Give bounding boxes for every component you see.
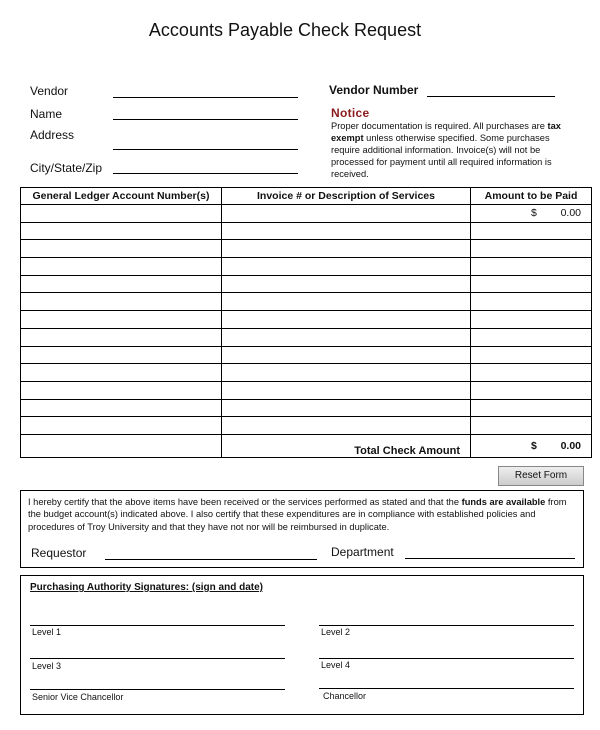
- certification-text: I hereby certify that the above items have been received or the services performed as stated and that the funds are available from the budget account(s) indicated above. I also certify that these expenditures are in compliance with established policies and procedures of Troy University and that they have not nor will be reimbursed in duplicate.: [28, 497, 567, 532]
- description-cell[interactable]: [222, 381, 471, 399]
- level1-label: Level 1: [32, 627, 62, 637]
- requestor-field[interactable]: [105, 559, 317, 560]
- department-label: Department: [331, 545, 394, 559]
- chancellor-signature-line[interactable]: [319, 688, 574, 689]
- description-cell[interactable]: [222, 222, 471, 240]
- vendor-number-field[interactable]: [427, 96, 555, 97]
- amount-cell[interactable]: [471, 364, 592, 382]
- description-cell[interactable]: [222, 311, 471, 329]
- table-header-row: [21, 188, 592, 205]
- amount-cell[interactable]: [471, 258, 592, 276]
- table-row: [21, 417, 592, 435]
- total-amount-cell: [471, 434, 592, 457]
- gl-account-cell[interactable]: [21, 205, 222, 223]
- line-items-table: [20, 187, 592, 458]
- amount-cell[interactable]: [471, 399, 592, 417]
- name-label: Name: [30, 107, 63, 121]
- table-row: [21, 293, 592, 311]
- gl-account-cell[interactable]: [21, 381, 222, 399]
- level4-label: Level 4: [321, 660, 351, 670]
- currency-symbol: $: [531, 207, 537, 220]
- gl-account-cell[interactable]: [21, 240, 222, 258]
- gl-account-cell[interactable]: [21, 399, 222, 417]
- gl-account-cell[interactable]: [21, 364, 222, 382]
- city-state-zip-field[interactable]: [113, 173, 298, 174]
- name-field[interactable]: [113, 119, 298, 120]
- table-row: [21, 240, 592, 258]
- total-currency-symbol: $: [531, 439, 537, 452]
- signatures-box: [20, 575, 584, 715]
- level2-label: Level 2: [321, 627, 351, 637]
- description-header: Invoice # or Description of Services: [222, 188, 471, 205]
- amount-header: Amount to be Paid: [471, 188, 592, 205]
- address-label: Address: [30, 128, 75, 142]
- table-row: [21, 205, 592, 223]
- gl-account-cell[interactable]: [21, 417, 222, 435]
- gl-account-cell[interactable]: [21, 275, 222, 293]
- gl-account-cell[interactable]: [21, 293, 222, 311]
- svc-signature-line[interactable]: [30, 689, 285, 690]
- level4-signature-line[interactable]: [319, 658, 574, 659]
- notice-heading: Notice: [331, 106, 370, 120]
- notice-text: Proper documentation is required. All purchases are tax exempt unless otherwise specified. Some purchases require additional information. Invoice(s) will not be processed for payment until all required information is received.: [331, 121, 561, 179]
- description-cell[interactable]: [222, 293, 471, 311]
- gl-account-header: General Ledger Account Number(s): [21, 188, 222, 205]
- amount-cell[interactable]: [471, 240, 592, 258]
- table-row: [21, 328, 592, 346]
- vendor-number-label: Vendor Number: [329, 83, 419, 97]
- level2-signature-line[interactable]: [319, 625, 574, 626]
- address-field[interactable]: [113, 149, 298, 150]
- amount-cell[interactable]: [471, 205, 592, 223]
- amount-cell[interactable]: [471, 328, 592, 346]
- description-cell[interactable]: [222, 417, 471, 435]
- total-label: Total Check Amount: [222, 434, 471, 457]
- description-cell[interactable]: [222, 346, 471, 364]
- description-cell[interactable]: [222, 205, 471, 223]
- table-row: [21, 364, 592, 382]
- table-row: [21, 222, 592, 240]
- amount-cell[interactable]: [471, 311, 592, 329]
- chancellor-label: Chancellor: [323, 691, 367, 701]
- table-row: [21, 311, 592, 329]
- amount-cell[interactable]: [471, 346, 592, 364]
- amount-cell[interactable]: [471, 381, 592, 399]
- gl-account-cell[interactable]: [21, 222, 222, 240]
- table-row: [21, 381, 592, 399]
- gl-account-cell[interactable]: [21, 311, 222, 329]
- vendor-label: Vendor: [30, 84, 69, 98]
- city-state-zip-label: City/State/Zip: [30, 161, 103, 175]
- signatures-heading: Purchasing Authority Signatures: (sign and date): [30, 582, 263, 593]
- description-cell[interactable]: [222, 399, 471, 417]
- amount-value: 0.00: [560, 207, 581, 220]
- amount-cell[interactable]: [471, 275, 592, 293]
- certification-box: [20, 490, 584, 568]
- description-cell[interactable]: [222, 328, 471, 346]
- requestor-label: Requestor: [31, 546, 87, 560]
- gl-account-cell[interactable]: [21, 346, 222, 364]
- vendor-field[interactable]: [113, 97, 298, 98]
- total-amount-value: 0.00: [560, 439, 581, 452]
- senior-vice-chancellor-label: Senior Vice Chancellor: [32, 692, 124, 702]
- table-row: [21, 399, 592, 417]
- amount-cell[interactable]: [471, 417, 592, 435]
- description-cell[interactable]: [222, 275, 471, 293]
- table-row: [21, 346, 592, 364]
- description-cell[interactable]: [222, 240, 471, 258]
- table-row: [21, 275, 592, 293]
- table-row: [21, 258, 592, 276]
- department-field[interactable]: [405, 558, 575, 559]
- gl-account-cell[interactable]: [21, 328, 222, 346]
- gl-account-cell[interactable]: [21, 258, 222, 276]
- level3-signature-line[interactable]: [30, 658, 285, 659]
- gl-account-cell[interactable]: [21, 434, 222, 457]
- amount-cell[interactable]: [471, 293, 592, 311]
- level1-signature-line[interactable]: [30, 625, 285, 626]
- description-cell[interactable]: [222, 364, 471, 382]
- page-title: Accounts Payable Check Request: [148, 20, 422, 40]
- table-row: [21, 434, 592, 457]
- description-cell[interactable]: [222, 258, 471, 276]
- level3-label: Level 3: [32, 661, 62, 671]
- amount-cell[interactable]: [471, 222, 592, 240]
- reset-form-button[interactable]: Reset Form: [498, 466, 584, 486]
